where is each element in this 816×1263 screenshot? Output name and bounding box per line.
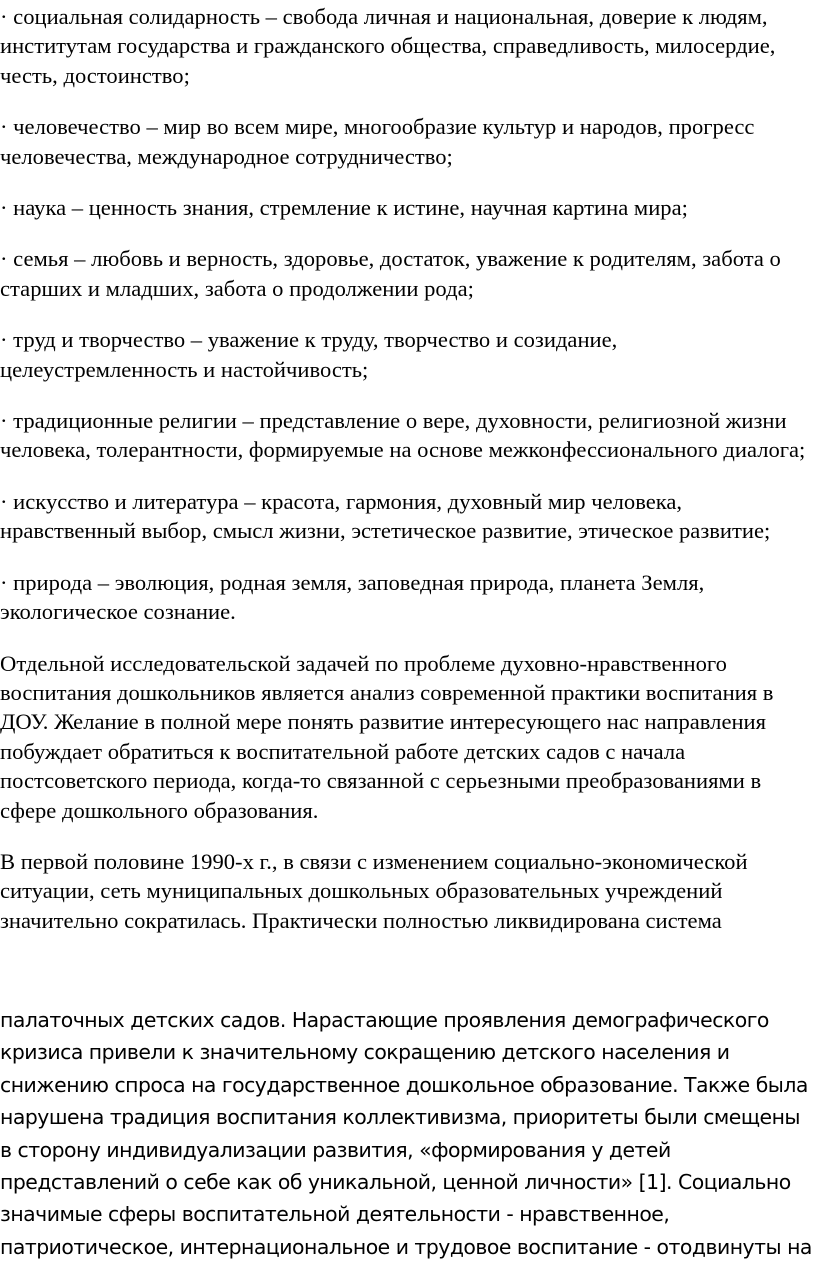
list-item-social-solidarity: · социальная солидарность – свобода личная и национальная, доверие к людям, институтам государства и гражданского общества, справедливость, милосердие, честь, достоинство; (0, 4, 776, 88)
list-item-science: · наука – ценность знания, стремление к истине, научная картина мира; (0, 195, 688, 221)
list-item-humanity: · человечество – мир во всем мире, многообразие культур и народов, прогресс человечества, международное сотрудничество; (0, 114, 755, 169)
list-item-nature: · природа – эволюция, родная земля, заповедная природа, планета Земля, экологическое сознание. (0, 569, 705, 625)
document-text-sans (0, 1004, 816, 1263)
document-text-serif (0, 2, 816, 957)
paragraph-research-task: Отдельной исследовательской задачей по проблеме духовно-нравственного воспитания дошкольников является анализ современной практики воспитания в ДОУ. Желание в полной мере понять развитие интересующего нас направления побуждает обратиться к воспитательной работе детских садов с начала постсоветского периода, когда-то связанной с серьезными преобразованиями в сфере дошкольного образования. (0, 650, 774, 823)
paragraph-1990s: В первой половине 1990-х г., в связи с изменением социально-экономической ситуации, сеть муниципальных дошкольных образовательных учреждений значительно сократилась. Практически полностью ликвидирована система (0, 848, 748, 933)
list-item-religions: · традиционные религии – представление о вере, духовности, религиозной жизни человека, толерантности, формируемые на основе межконфессионального диалога; (0, 408, 806, 463)
list-item-art-literature: · искусство и литература – красота, гармония, духовный мир человека, нравственный выбор, смысл жизни, эстетическое развитие, этическое развитие; (0, 488, 771, 544)
list-item-labor-creativity: · труд и творчество – уважение к труду, творчество и созидание, целеустремленность и настойчивость; (0, 327, 618, 382)
paragraph-continuation: палаточных детских садов. Нарастающие проявления демографического кризиса привели к значительному сокращению детского населения и снижению спроса на государственное дошкольное образование. Также была нарушена традиция воспитания коллективизма, приоритеты были смещены в сторону индивидуализации развития, «формирования у детей представлений о себе как об уникальной, ценной личности» [1]. Социально значимые сферы воспитательной деятельности - нравственное, патриотическое, интернациональное и трудовое воспитание - отодвинуты на (0, 1008, 812, 1259)
list-item-family: · семья – любовь и верность, здоровье, достаток, уважение к родителям, забота о старших и младших, забота о продолжении рода; (0, 246, 781, 301)
